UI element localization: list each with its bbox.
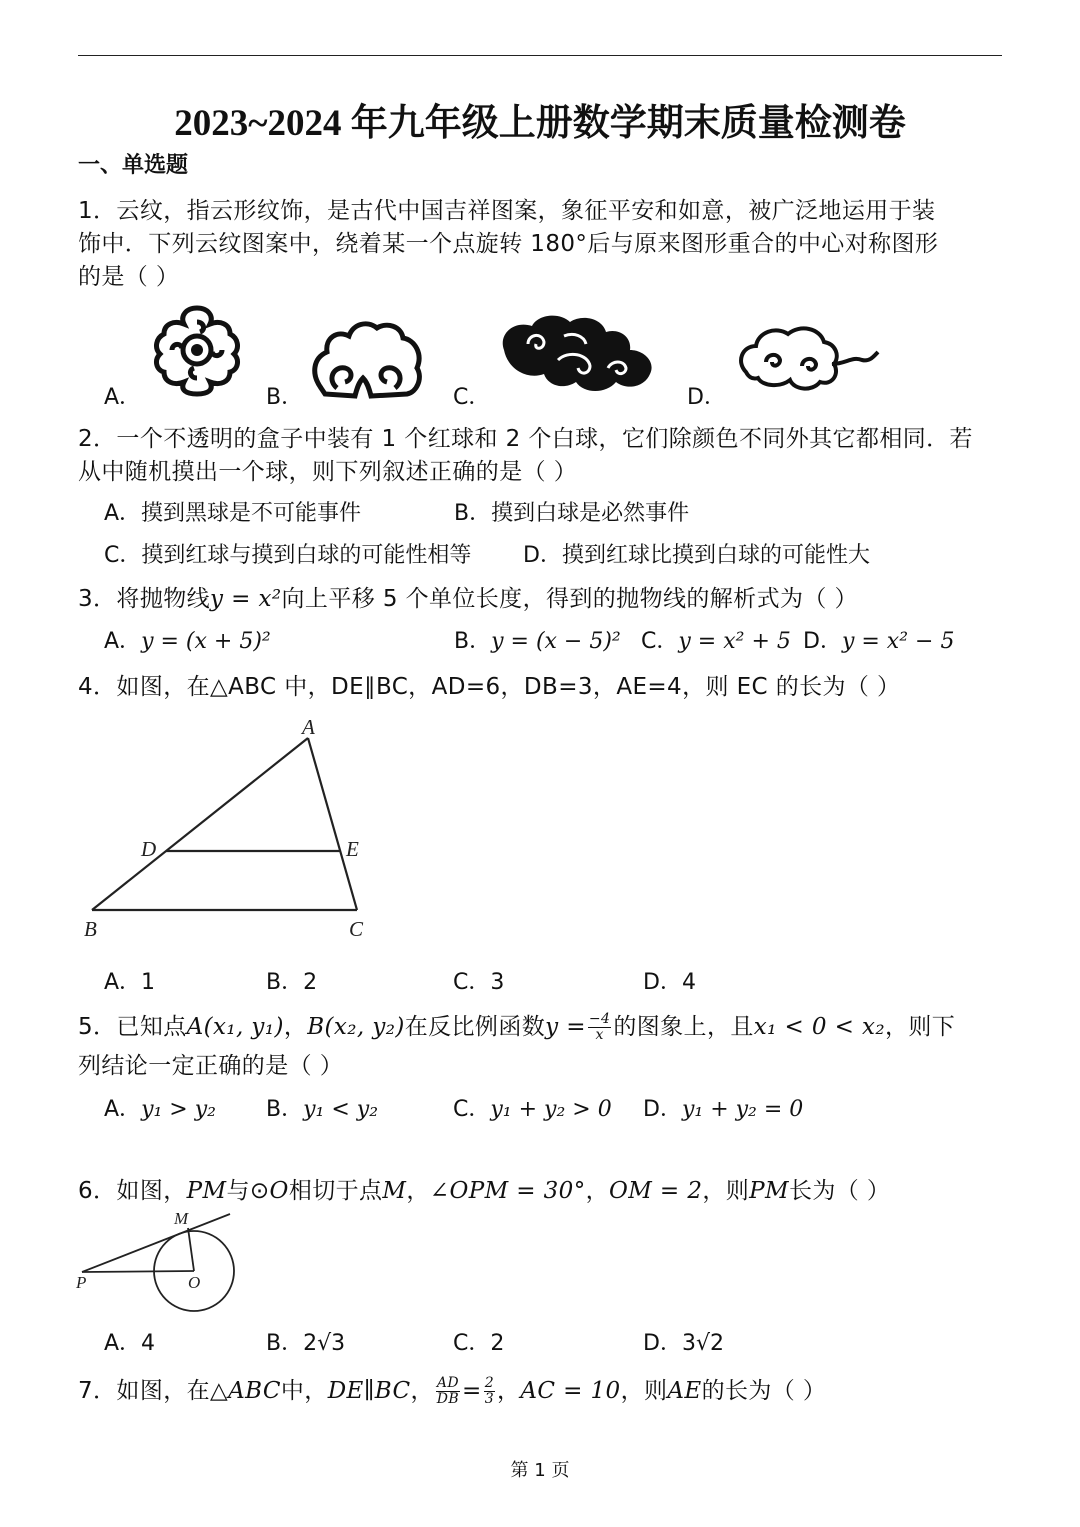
q4-option-b: B．2 [266, 970, 318, 995]
q6-text-3: 相切于点 [288, 1178, 383, 1204]
q5-text-2: ， [283, 1014, 308, 1040]
q7-fraction-2-numerator: 2 [484, 1375, 494, 1391]
q5-point-a: A(x₁, y₁) [186, 1014, 284, 1040]
point-d-label: D [141, 837, 157, 861]
q6-text-7: 长为（ ） [789, 1178, 891, 1204]
q3-option-b [454, 624, 621, 655]
q4-option-c: C．3 [453, 970, 505, 995]
q3-option-b-math: y = (x − 5)² [491, 629, 621, 654]
q6-option-a: A．4 [104, 1331, 156, 1356]
q1-line3: 的是（ ） [78, 264, 180, 290]
q2-option-d: D．摸到红球比摸到白球的可能性大 [523, 543, 870, 568]
q6-text-5: ， [585, 1178, 610, 1204]
cloud-pattern-d-image [736, 322, 882, 394]
q6-circle-figure [74, 1206, 244, 1316]
q1-line2: 饰中．下列云纹图案中，绕着某一个点旋转 180°后与原来图形重合的中心对称图形 [78, 231, 939, 257]
q6-math-3: M [382, 1178, 407, 1204]
q3-equation: y = x² [210, 586, 282, 612]
q5-option-d-label: D． [643, 1097, 682, 1122]
q2-option-a: A．摸到黑球是不可能事件 [104, 501, 362, 526]
q5-option-c [453, 1092, 612, 1123]
q3-option-a [104, 624, 271, 655]
q5-fraction [588, 1012, 611, 1043]
q6-option-c: C．2 [453, 1331, 505, 1356]
header-rule [78, 55, 1002, 56]
q5-fraction-numerator: −4 [588, 1011, 611, 1027]
q3-text-1: 3．将抛物线 [78, 586, 211, 612]
page-number-footer: 第 1 页 [510, 1460, 570, 1481]
q1-option-a-label: A． [104, 385, 142, 410]
point-a-label: A [302, 715, 315, 739]
q7-text-2: 中， [280, 1378, 328, 1404]
point-o-label: O [188, 1273, 201, 1292]
q5-option-b [266, 1092, 378, 1123]
q5-option-a [104, 1092, 216, 1123]
segment-om [188, 1228, 194, 1271]
q2-line2: 从中随机摸出一个球，则下列叙述正确的是（ ） [78, 459, 578, 485]
q7-math-4: AE [667, 1378, 702, 1404]
q5-text-3: 在反比例函数 [404, 1014, 546, 1040]
point-e-label: E [346, 837, 359, 861]
q6-text-6: ，则 [702, 1178, 750, 1204]
q3-line1 [78, 580, 858, 613]
q3-option-d-label: D． [803, 629, 842, 654]
q7-fraction-2-denominator: 3 [484, 1391, 494, 1407]
q6-text-2: 与⊙ [226, 1178, 270, 1204]
q7-fraction-1-denominator: DB [436, 1391, 460, 1407]
q3-option-a-label: A． [104, 629, 142, 654]
q7-text-3: ， [410, 1378, 434, 1404]
point-c-label: C [349, 917, 364, 941]
q7-math-1: ABC [228, 1378, 281, 1404]
q5-text-1: 5．已知点 [78, 1014, 187, 1040]
q2-line1: 2．一个不透明的盒子中装有 1 个红球和 2 个白球，它们除颜色不同外其它都相同．若 [78, 426, 973, 452]
q6-math-4: ∠OPM = 30° [429, 1178, 586, 1204]
q5-option-d-math: y₁ + y₂ = 0 [681, 1097, 804, 1122]
segment-po [82, 1271, 194, 1272]
q7-line1 [78, 1372, 826, 1407]
q3-option-c-label: C． [641, 629, 679, 654]
q7-text-1: 7．如图，在△ [78, 1378, 229, 1404]
q5-line2: 列结论一定正确的是（ ） [78, 1053, 344, 1079]
segment-ab [92, 738, 308, 910]
q5-condition: x₁ < 0 < x₂ [753, 1014, 885, 1040]
q7-fraction-2 [484, 1376, 495, 1407]
q4-triangle-figure [78, 712, 378, 944]
q7-fraction-1 [436, 1376, 460, 1407]
q1-line1: 1．云纹，指云形纹饰，是古代中国吉祥图案，象征平安和如意，被广泛地运用于装 [78, 198, 936, 224]
q6-option-b: B．2√3 [266, 1331, 346, 1356]
q3-option-c-math: y = x² + 5 [678, 629, 791, 654]
q4-option-a: A．1 [104, 970, 156, 995]
q3-option-b-label: B． [454, 629, 492, 654]
q7-math-2: DE∥BC [327, 1378, 411, 1404]
cloud-pattern-c-image [498, 310, 660, 396]
segment-ac [308, 738, 357, 910]
q5-function-lhs: y = [545, 1014, 586, 1040]
q3-option-a-math: y = (x + 5)² [141, 629, 271, 654]
q7-text-5: ，则 [620, 1378, 668, 1404]
q6-math-6: PM [749, 1178, 789, 1204]
page-title: 2023~2024 年九年级上册数学期末质量检测卷 [174, 103, 906, 144]
q5-option-b-label: B． [266, 1097, 304, 1122]
section-heading: 一、单选题 [78, 153, 189, 178]
q6-math-2: O [269, 1178, 289, 1204]
q5-option-a-label: A． [104, 1097, 142, 1122]
q6-line1 [78, 1172, 890, 1205]
q3-option-d-math: y = x² − 5 [841, 629, 955, 654]
q7-fraction-1-numerator: AD [436, 1375, 460, 1391]
point-p-label: P [76, 1273, 87, 1292]
q5-option-c-label: C． [453, 1097, 491, 1122]
point-m-label: M [174, 1209, 189, 1228]
q7-text-6: 的长为（ ） [701, 1378, 827, 1404]
q4-option-d: D．4 [643, 970, 696, 995]
q4-line1: 4．如图，在△ABC 中，DE∥BC，AD=6，DB=3，AE=4，则 EC 的长为（ ） [78, 674, 901, 700]
q6-text-1: 6．如图， [78, 1178, 187, 1204]
q5-text-4: 的图象上，且 [613, 1014, 754, 1040]
q5-option-d [643, 1092, 803, 1123]
q7-text-4: ， [497, 1378, 521, 1404]
q7-equals: = [462, 1378, 482, 1404]
q6-option-d: D．3√2 [643, 1331, 724, 1356]
point-b-label: B [84, 917, 97, 941]
q6-text-4: ， [406, 1178, 430, 1204]
q2-option-b: B．摸到白球是必然事件 [454, 501, 690, 526]
q5-text-5: ，则下 [884, 1014, 956, 1040]
q5-option-b-math: y₁ < y₂ [303, 1097, 379, 1122]
q3-option-d [803, 624, 954, 655]
q6-math-5: OM = 2 [609, 1178, 703, 1204]
q1-option-c-label: C． [453, 385, 491, 410]
q5-line1 [78, 1008, 955, 1043]
cloud-pattern-b-image [307, 318, 427, 400]
q2-option-c: C．摸到红球与摸到白球的可能性相等 [104, 543, 472, 568]
q1-option-b-label: B． [266, 385, 304, 410]
cloud-pattern-a-image [148, 302, 246, 398]
q6-math-1: PM [186, 1178, 227, 1204]
q5-option-c-math: y₁ + y₂ > 0 [490, 1097, 612, 1122]
tangent-line-pm [82, 1214, 230, 1272]
q5-fraction-denominator: x [595, 1027, 604, 1043]
q7-math-3: AC = 10 [520, 1378, 621, 1404]
q5-option-a-math: y₁ > y₂ [141, 1097, 216, 1122]
q5-point-b: B(x₂, y₂) [307, 1014, 405, 1040]
q3-option-c [641, 624, 791, 655]
q1-option-d-label: D． [687, 385, 726, 410]
q3-text-2: 向上平移 5 个单位长度，得到的抛物线的解析式为（ ） [281, 586, 858, 612]
